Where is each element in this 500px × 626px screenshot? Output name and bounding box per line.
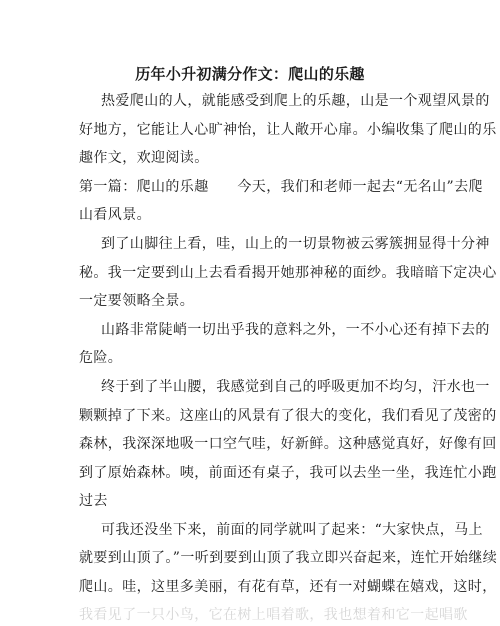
paragraph-line: 一定要领略全景。 <box>79 293 195 309</box>
paragraph-line: 到了山脚往上看，哇，山上的一切景物被云雾簇拥显得十分神 <box>101 236 490 252</box>
paragraph-line: 危险。 <box>79 350 123 366</box>
paragraph-line: 过去 <box>79 493 108 509</box>
paragraph-line: 热爱爬山的人，就能感受到爬上的乐趣，山是一个观望风景的 <box>101 93 490 109</box>
paragraph-line: 山看风景。 <box>79 207 151 223</box>
paragraph-line: 趣作文，欢迎阅读。 <box>79 150 209 166</box>
paragraph-line: 好地方，它能让人心旷神怡，让人敞开心扉。小编收集了爬山的乐 <box>79 122 497 138</box>
paragraph-line: 森林，我深深地吸一口空气哇，好新鲜。这种感觉真好，好像有回 <box>79 436 497 452</box>
paragraph-line: 就要到山顶了。”一听到要到山顶了我立即兴奋起来，连忙开始继续 <box>79 550 498 566</box>
paragraph-line: 爬山。哇，这里多美丽，有花有草，还有一对蝴蝶在嬉戏，这时， <box>79 579 497 595</box>
paragraph-line: 山路非常陡峭一切出乎我的意料之外，一不小心还有掉下去的 <box>101 322 490 338</box>
paragraph-line: 第一篇：爬山的乐趣 今天，我们和老师一起去“无名山”去爬 <box>79 179 483 195</box>
paragraph-line: 秘。我一定要到山上去看看揭开她那神秘的面纱。我暗暗下定决心 <box>79 265 497 281</box>
paragraph-line: 我看见了一只小鸟，它在树上唱着歌，我也想着和它一起唱歌 <box>79 607 468 623</box>
paragraph-line: 颗颗掉了下来。这座山的风景有了很大的变化，我们看见了茂密的 <box>79 408 497 424</box>
document-title: 历年小升初满分作文：爬山的乐趣 <box>135 65 365 83</box>
paragraph-line: 到了原始森林。咦，前面还有桌子，我可以去坐一坐，我连忙小跑 <box>79 465 497 481</box>
paragraph-line: 终于到了半山腰，我感觉到自己的呼吸更加不均匀，汗水也一 <box>101 379 490 395</box>
paragraph-line: 可我还没坐下来，前面的同学就叫了起来：“大家快点，马上 <box>101 522 483 538</box>
